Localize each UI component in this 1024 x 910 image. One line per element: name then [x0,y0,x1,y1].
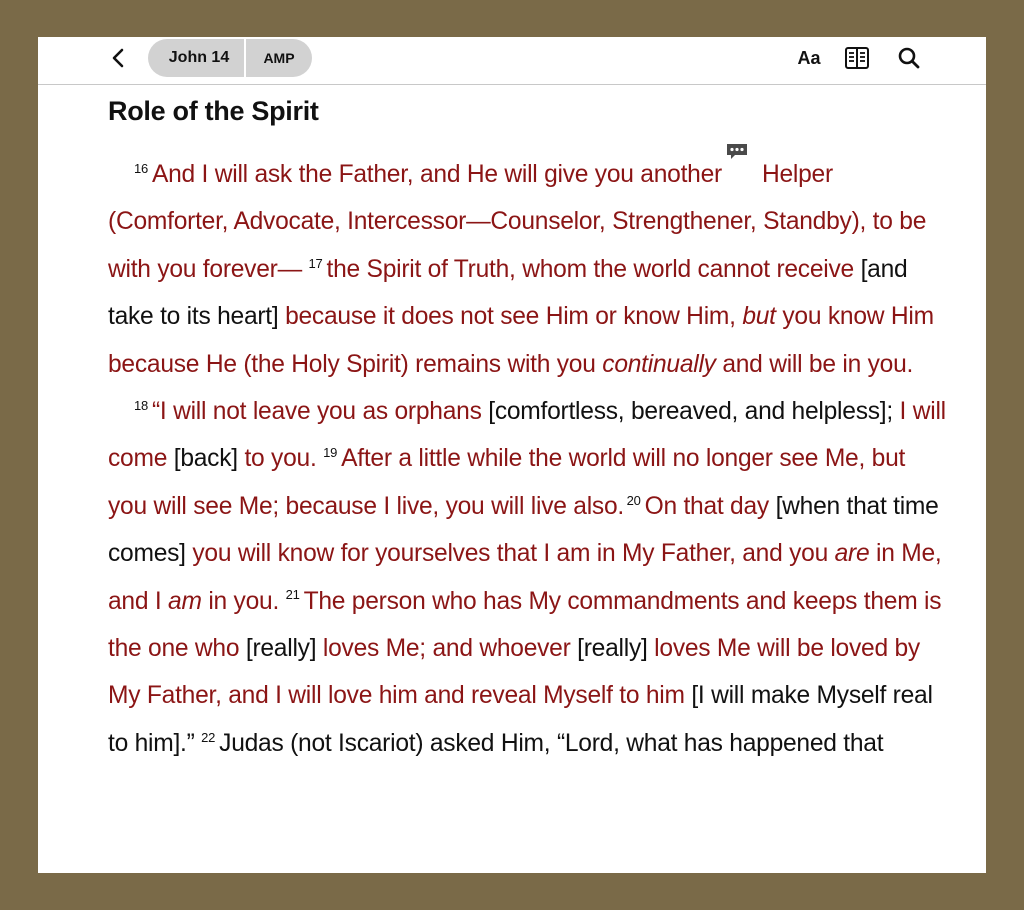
paragraph [108,151,948,388]
verse-text[interactable]: Judas (not Iscariot) asked Him, “Lord, what has happened that [219,729,884,757]
verse-text[interactable]: I will come [108,398,946,473]
verse-text[interactable]: you will know for yourselves that I am in My Father, and you [192,540,829,568]
reader-content [108,93,948,767]
verse-text[interactable]: in Me, and I [108,540,942,615]
amplification-text[interactable]: [and take to its heart] [108,255,908,331]
verse-text[interactable]: because it does not see Him or know Him, [285,303,736,331]
amplification-text[interactable]: [back] [173,445,238,473]
verse-text[interactable]: you know Him because He (the Holy Spirit) remains with you [108,303,934,378]
verse-number[interactable]: 20 [626,492,641,508]
verse-text[interactable]: And I will ask the Father, and He will give you another [151,161,722,188]
verse-number[interactable]: 17 [308,255,323,271]
text-settings-button[interactable]: Aa [797,47,821,68]
amplification-text[interactable]: [I will make Myself real to him].” [108,682,933,757]
verse-text[interactable]: The person who has My commandments and keeps them is the one who [108,587,942,663]
verse-number[interactable]: 22 [201,729,216,745]
italic-text[interactable]: are [834,540,870,568]
study-note-icon [726,143,748,161]
verse-number[interactable]: 16 [134,160,148,176]
reference-selector [148,39,312,77]
verse-text[interactable]: Helper (Comforter, Advocate, Intercessor—Counselor, Strengthener, Standby), to be with you forever— [108,161,927,283]
scripture-text [108,151,948,767]
verse-number[interactable]: 21 [285,587,300,603]
italic-text[interactable]: continually [602,350,716,378]
verse-text[interactable]: loves Me; and whoever [322,635,571,663]
verse-number[interactable]: 19 [323,445,338,461]
amplification-text[interactable]: [really] [245,635,317,663]
back-button[interactable] [106,45,132,71]
reader-window [38,37,986,873]
study-note-button[interactable] [722,171,762,181]
italic-text[interactable]: am [168,587,202,615]
verse-text[interactable]: “I will not leave you as orphans [151,398,482,426]
verse-text[interactable]: On that day [644,492,769,520]
italic-text[interactable]: but [742,303,776,331]
amplification-text[interactable]: [when that time comes] [108,492,939,568]
verse-text[interactable]: After a little while the world will no longer see Me, but you will see Me; because I live, you will live also. [108,445,906,520]
amplification-text[interactable]: [comfortless, bereaved, and helpless]; [488,398,893,426]
verse-number[interactable]: 18 [134,397,148,413]
section-heading: Role of the Spirit [108,96,319,126]
version-button[interactable]: AMP [263,50,295,66]
parallel-bible-icon [844,46,870,70]
parallel-bible-button[interactable] [844,45,870,71]
chevron-left-icon [106,45,132,71]
book-chapter-button[interactable]: John 14 [148,39,246,77]
search-button[interactable] [896,45,922,71]
top-navigation-bar [38,37,986,85]
amplification-text[interactable]: [really] [577,635,648,663]
verse-text[interactable]: and will be in you. [722,350,914,378]
paragraph [108,388,948,767]
verse-text[interactable]: in you. [208,587,280,615]
verse-text[interactable]: the Spirit of Truth, whom the world cannot receive [326,255,854,283]
verse-text[interactable]: loves Me will be loved by My Father, and I will love him and reveal Myself to him [108,635,920,710]
verse-text[interactable]: to you. [244,445,317,473]
search-icon [897,46,921,70]
